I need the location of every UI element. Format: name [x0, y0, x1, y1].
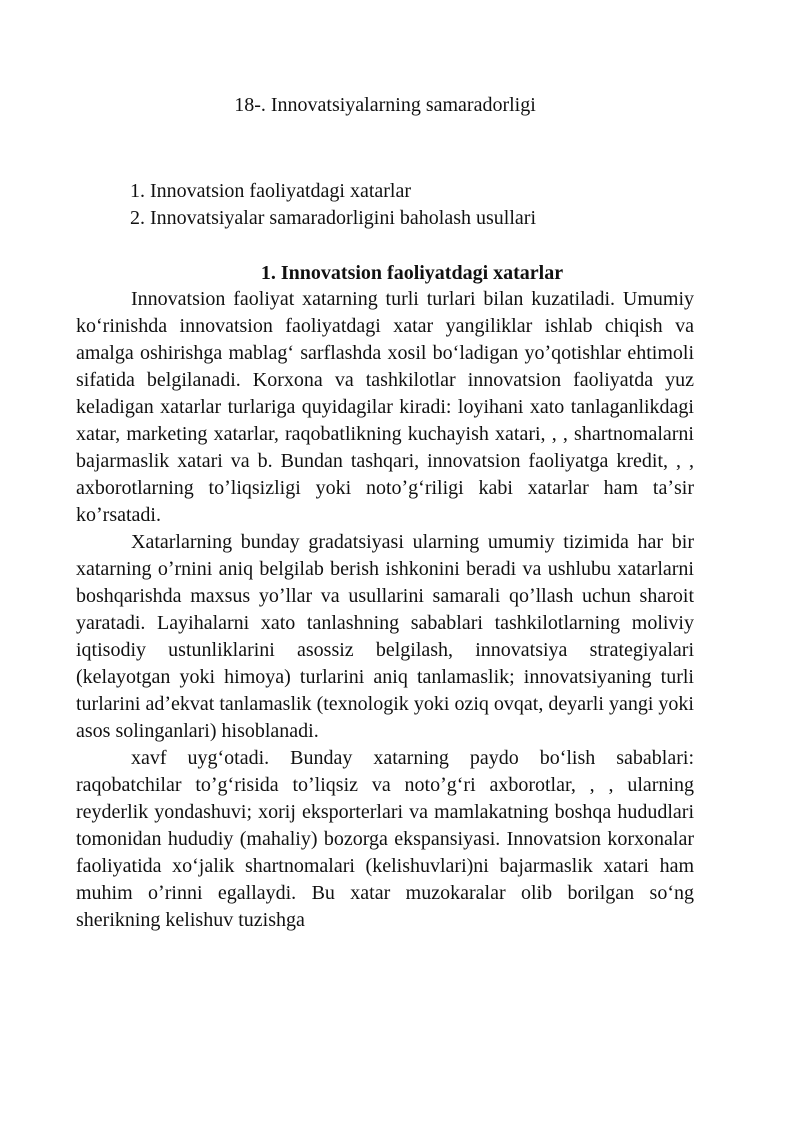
body-text — [76, 286, 694, 934]
paragraph: Innovatsion faoliyat xatarning turli turlari bilan kuzatiladi. Umumiy koʻrinishda innovatsion faoliyatdagi xatar yangiliklar ishlab chiqish va amalga oshirishga mablagʻ sarflashda xosil boʻladigan yoʼqotishlar ehtimoli sifatida belgilanadi. Korxona va tashkilotlar innovatsion faoliyatda yuz keladigan xatarlar turlariga quyidagilar kiradi: loyihani xato tanlaganlikdagi xatar, marketing xatarlar, raqobatlikning kuchayish xatari, , , shartnomalarni bajarmaslik xatari va b. Bundan tashqari, innovatsion faoliyatga kredit, , , axborotlarning toʼliqsizligi yoki notoʼgʻriligi kabi xatarlar ham taʼsir koʼrsatadi. — [76, 288, 694, 526]
document-title: 18-. Innovatsiyalarning samaradorligi — [234, 94, 536, 116]
plan-item: 1. Innovatsion faoliyatdagi xatarlar — [130, 180, 412, 202]
paragraph: Xatarlarning bunday gradatsiyasi ularning umumiy tizimida har bir xatarning oʼrnini aniq belgilab berish ishkonini beradi va ushlubu xatarlarni boshqarishda maxsus yoʼllar va usullarini samarali qoʼllash uchun sharoit yaratadi. Layihalarni xato tanlashning sabablari tashkilotlarning moliviy iqtisodiy ustunliklarini asossiz belgilash, innovatsiya strategiyalari (kelayotgan yoki himoya) turlarini aniq tanlamaslik; innovatsiyaning turli turlarini adʼekvat tanlamaslik (texnologik yoki oziq ovqat, deyarli yangi yoki asos solinganlari) hisoblanadi. — [76, 531, 694, 742]
paragraph: xavf uygʻotadi. Bunday xatarning paydo boʻlish sabablari: raqobatchilar toʼgʻrisida toʼliqsiz va notoʼgʻri axborotlar, , , ularning reyderlik yondashuvi; xorij eksporterlari va mamlakatning boshqa hududlari tomonidan hududiy (mahaliy) bozorga ekspansiyasi. Innovatsion korxonalar faoliyatida xoʻjalik shartnomalari (kelishuvlari)ni bajarmaslik xatari ham muhim oʼrinni egallaydi. Bu xatar muzokaralar olib borilgan soʻng sherikning kelishuv tuzishga — [76, 747, 694, 931]
plan-list — [130, 178, 536, 232]
plan-item: 2. Innovatsiyalar samaradorligini baholash usullari — [130, 207, 537, 229]
section-heading: 1. Innovatsion faoliyatdagi xatarlar — [260, 262, 564, 284]
